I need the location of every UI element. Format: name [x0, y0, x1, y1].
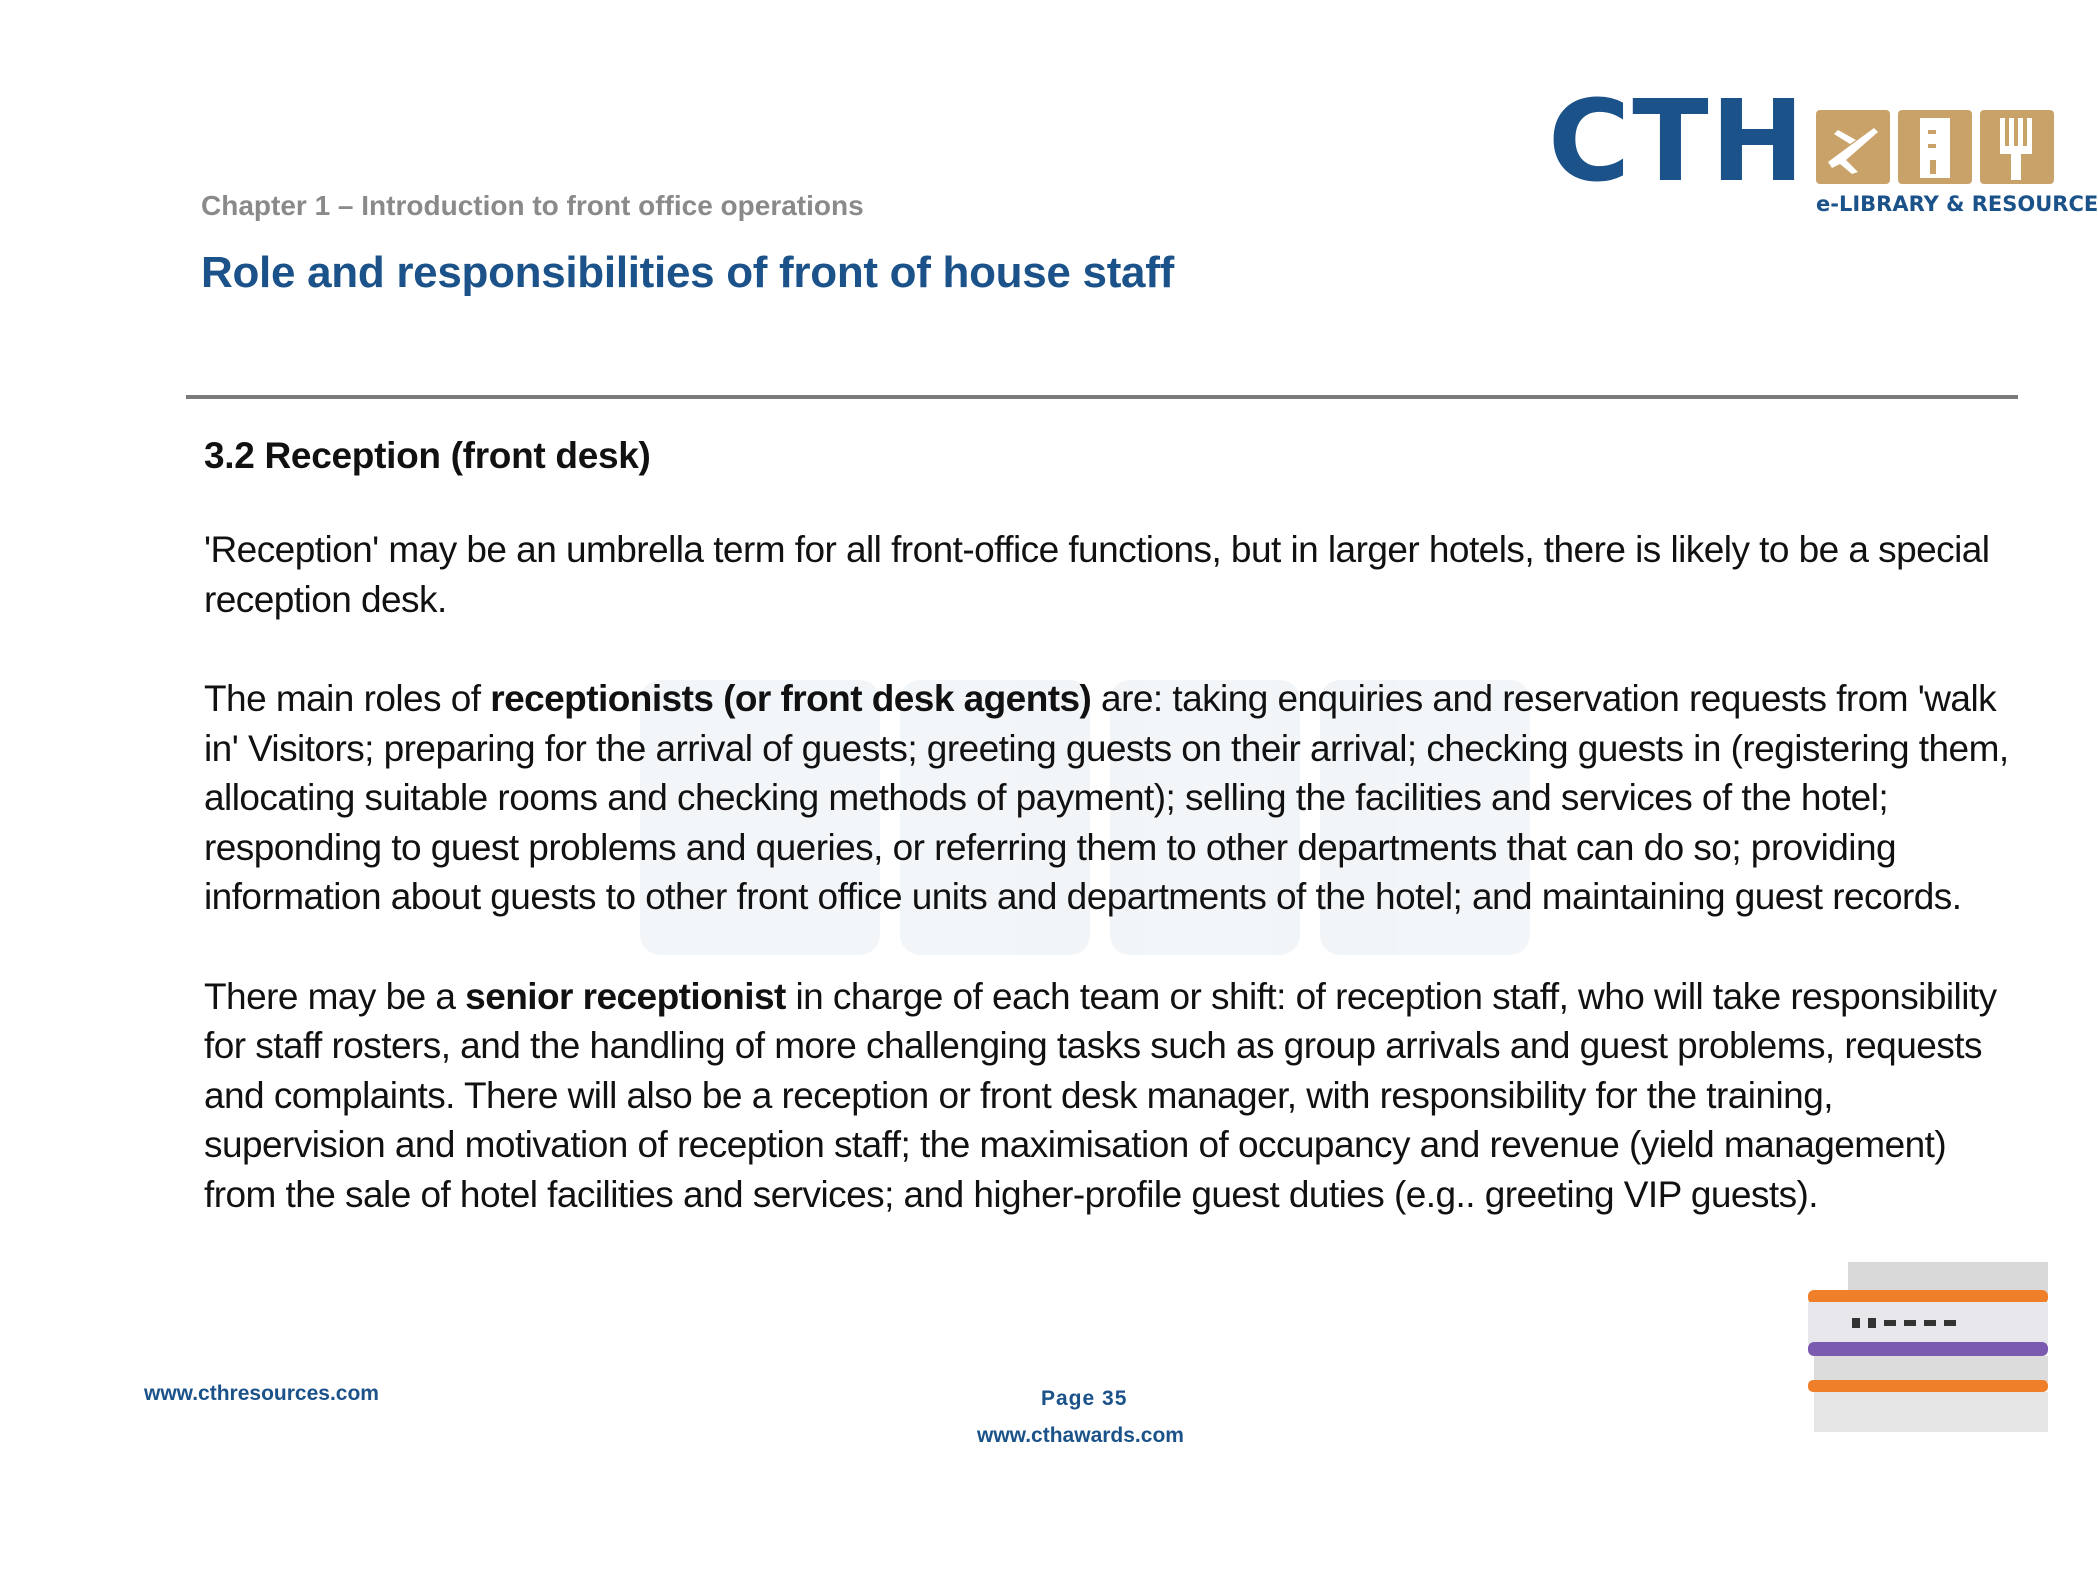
section-heading: 3.2 Reception (front desk): [204, 435, 651, 476]
books-illustration: [1808, 1262, 2048, 1432]
paragraph-senior-receptionist: [204, 972, 2016, 1220]
awards-link[interactable]: www.cthawards.com: [977, 1424, 1184, 1447]
paragraph-text: There may be a: [204, 975, 466, 1017]
section-content: [204, 435, 2016, 1269]
bold-term: receptionists (or front desk agents): [490, 678, 1092, 719]
paragraph-text: are: taking enquiries and reservation requests from 'walk in' Visitors; preparing for the arrival of guests; greeting guests on their arrival; checking guests in (registering them, allocating suitable rooms and checking methods of payment); selling the facilities and services of the hotel; responding to guest problems and queries, or referring them to other departments that can do so; providing information about guests to other front office units and departments of the hotel; and maintaining guest records.: [204, 678, 2009, 917]
paragraph-text: The main roles of: [204, 678, 491, 719]
paragraph-receptionist-roles: [204, 674, 2016, 922]
airplane-icon: [1816, 110, 1890, 184]
fork-icon: [1980, 110, 2054, 184]
page-number: Page 35: [1041, 1387, 1128, 1410]
hotel-door-icon: [1898, 110, 1972, 184]
header-divider: [186, 395, 2018, 399]
bold-term: senior receptionist: [465, 975, 786, 1017]
logo-tagline: e-LIBRARY & RESOURCE: [1816, 192, 2098, 216]
paragraph-text: in charge of each team or shift: of reception staff, who will take responsibility for staff rosters, and the handling of more challenging tasks such as group arrivals and guest problems, requests and complaints. There will also be a reception or front desk manager, with responsibility for the training, supervision and motivation of reception staff; the maximisation of occupancy and revenue (yield management) from the sale of hotel facilities and services; and higher-profile guest duties (e.g.. greeting VIP guests).: [204, 975, 1997, 1215]
cth-logo: [1548, 77, 2098, 220]
chapter-label: Chapter 1 – Introduction to front office operations: [201, 190, 864, 221]
resources-link[interactable]: www.cthresources.com: [144, 1382, 379, 1405]
paragraph-reception: 'Reception' may be an umbrella term for all front-office functions, but in larger hotels, there is likely to be a special reception desk.: [204, 529, 1990, 620]
page-title: Role and responsibilities of front of house staff: [201, 248, 1174, 297]
logo-wordmark: CTH: [1548, 77, 1807, 207]
